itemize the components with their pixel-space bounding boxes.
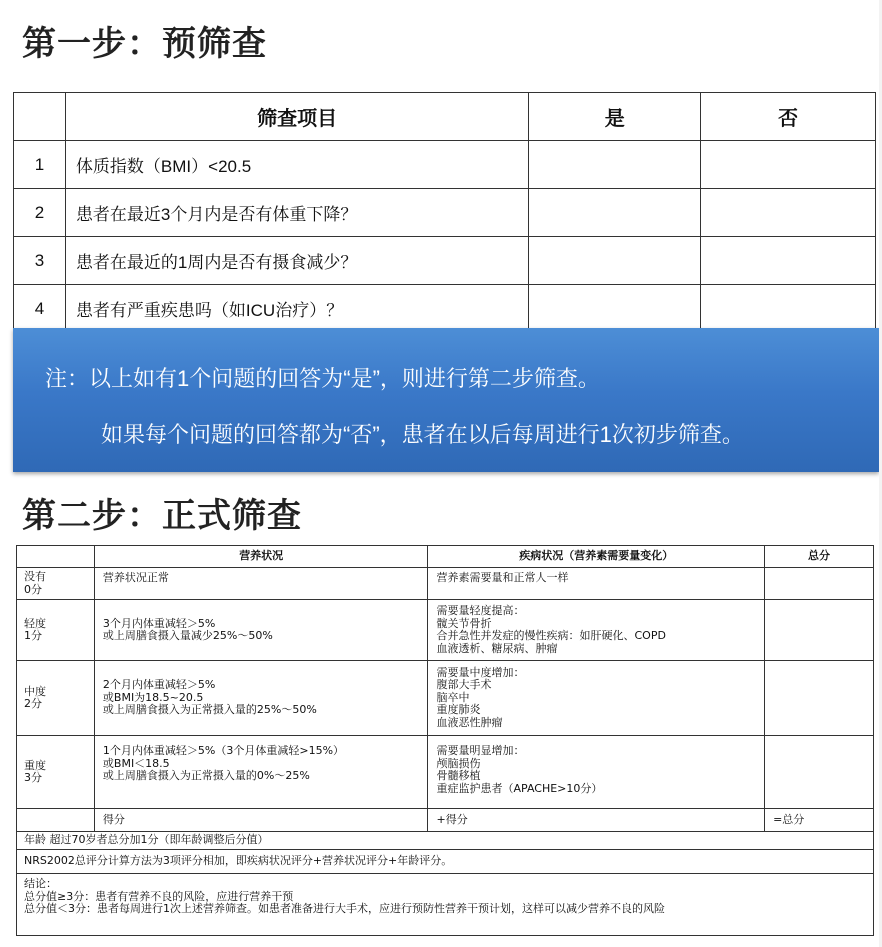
score-row (17, 809, 874, 832)
note-line-1: 注：以上如有1个问题的回答为“是”，则进行第二步筛查。 (45, 366, 600, 391)
disease-line: 需要量明显增加： (436, 744, 525, 757)
step2-title: 第二步：正式筛查 (22, 496, 302, 536)
nutrition-line: 营养状况正常 (102, 571, 169, 584)
row-question: 患者有严重疾患吗（如ICU治疗）？ (65, 285, 528, 333)
age-row (17, 832, 874, 850)
yes-cell[interactable] (529, 141, 701, 189)
disease-line: 需要量中度增加： (436, 665, 525, 679)
disease-line: 骨髓移植 (436, 769, 481, 782)
nrs-header-row (17, 546, 874, 568)
table-row (17, 661, 874, 736)
conclusion-row (17, 874, 874, 936)
table-row (17, 600, 874, 661)
row-question: 患者在最近的1周内是否有摄食减少？ (65, 237, 528, 285)
grade-label: 重度 (24, 758, 46, 772)
table-row (14, 141, 876, 189)
disease-line: 需要量轻度提高： (436, 604, 525, 617)
prescreen-header-no: 否 (701, 93, 876, 141)
total-score-label: =总分 (765, 809, 874, 832)
nrs-header-grade (17, 546, 95, 568)
row-number: 3 (14, 237, 66, 285)
disease-line: 脑卒中 (436, 690, 470, 704)
conclusion-line: 总分值＜3分：患者每周进行1次上述营养筛查。如患者准备进行大手术，应进行预防性营养干预计划，这样可以减少营养不良的风险 (24, 902, 665, 915)
method-row (17, 850, 874, 874)
nutrition-cell (94, 568, 428, 600)
method-text: NRS2002总评分计算方法为3项评分相加，即疾病状况评分+营养状况评分+年龄评分。 (17, 850, 874, 874)
table-row (17, 568, 874, 600)
nutrition-line: 2个月内体重减轻＞5% (102, 678, 216, 692)
nutrition-line: 或上周膳食摄入为正常摄入量的25%～50% (102, 703, 317, 717)
conclusion-heading: 结论： (24, 877, 57, 890)
table-row (17, 736, 874, 809)
grade-score: 2分 (24, 697, 42, 710)
disease-line: 血液透析、糖尿病、肿瘤 (436, 641, 558, 655)
total-cell[interactable] (765, 661, 874, 736)
grade-cell (17, 661, 95, 736)
disease-score-label: +得分 (428, 809, 765, 832)
nrs-header-disease: 疾病状况（营养素需要量变化） (428, 546, 765, 568)
no-cell[interactable] (701, 189, 876, 237)
nutrition-line: 或BMI为18.5~20.5 (102, 690, 204, 704)
yes-cell[interactable] (529, 189, 701, 237)
disease-line: 颅脑损伤 (436, 756, 481, 770)
prescreen-header-item: 筛查项目 (65, 93, 528, 141)
disease-line: 髋关节骨折 (436, 616, 492, 630)
conclusion-line: 总分值≥3分：患者有营养不良的风险，应进行营养干预 (24, 889, 294, 903)
no-cell[interactable] (701, 285, 876, 333)
row-question: 体质指数（BMI）<20.5 (65, 141, 528, 189)
disease-line: 重度肺炎 (436, 703, 481, 717)
nrs-header-nutrition: 营养状况 (94, 546, 428, 568)
grade-cell (17, 600, 95, 661)
disease-line: 重症监护患者（APACHE>10分） (436, 781, 603, 795)
disease-cell (428, 600, 765, 661)
table-row (14, 189, 876, 237)
note-banner (13, 328, 879, 472)
disease-line: 腹部大手术 (436, 678, 492, 692)
nutrition-cell (94, 736, 428, 809)
nutrition-line: 或上周膳食摄入为正常摄入量的0%～25% (102, 769, 310, 782)
prescreen-header-yes: 是 (529, 93, 701, 141)
nrs2002-table (16, 545, 874, 936)
age-adjust-text: 年龄 超过70岁者总分加1分（即年龄调整后分值） (17, 832, 874, 850)
yes-cell[interactable] (529, 285, 701, 333)
nutrition-cell (94, 600, 428, 661)
nutrition-cell (94, 661, 428, 736)
grade-cell (17, 736, 95, 809)
row-number: 4 (14, 285, 66, 333)
grade-label: 没有 (24, 570, 46, 583)
total-cell[interactable] (765, 568, 874, 600)
note-line-2: 如果每个问题的回答都为“否”，患者在以后每周进行1次初步筛查。 (101, 422, 744, 447)
grade-score: 3分 (24, 771, 42, 784)
table-row (14, 237, 876, 285)
row-question: 患者在最近3个月内是否有体重下降？ (65, 189, 528, 237)
no-cell[interactable] (701, 141, 876, 189)
disease-line: 合并急性并发症的慢性疾病：如肝硬化、COPD (436, 629, 666, 642)
nutrition-line: 3个月内体重减轻＞5% (102, 616, 216, 630)
nutrition-line: 或上周膳食摄入量减少25%～50% (102, 629, 273, 642)
grade-label: 中度 (24, 684, 46, 698)
grade-score: 0分 (24, 582, 42, 596)
conclusion-cell (17, 874, 874, 936)
disease-cell (428, 568, 765, 600)
prescreen-header-row (14, 93, 876, 141)
nutrition-line: 1个月内体重减轻＞5%（3个月体重减轻>15%） (102, 744, 345, 757)
grade-label: 轻度 (24, 616, 46, 630)
table-row (14, 285, 876, 333)
disease-cell (428, 661, 765, 736)
nrs-header-total: 总分 (765, 546, 874, 568)
row-number: 1 (14, 141, 66, 189)
score-grade-cell (17, 809, 95, 832)
row-number: 2 (14, 189, 66, 237)
total-cell[interactable] (765, 600, 874, 661)
total-cell[interactable] (765, 736, 874, 809)
step1-title: 第一步：预筛查 (22, 24, 267, 64)
grade-score: 1分 (24, 629, 42, 642)
disease-line: 血液恶性肿瘤 (436, 715, 503, 729)
disease-line: 营养素需要量和正常人一样 (436, 571, 569, 584)
yes-cell[interactable] (529, 237, 701, 285)
no-cell[interactable] (701, 237, 876, 285)
nutrition-score-label: 得分 (94, 809, 428, 832)
grade-cell (17, 568, 95, 600)
prescreen-table (13, 92, 876, 333)
disease-cell (428, 736, 765, 809)
nutrition-line: 或BMI＜18.5 (102, 756, 170, 770)
prescreen-header-num (14, 93, 66, 141)
